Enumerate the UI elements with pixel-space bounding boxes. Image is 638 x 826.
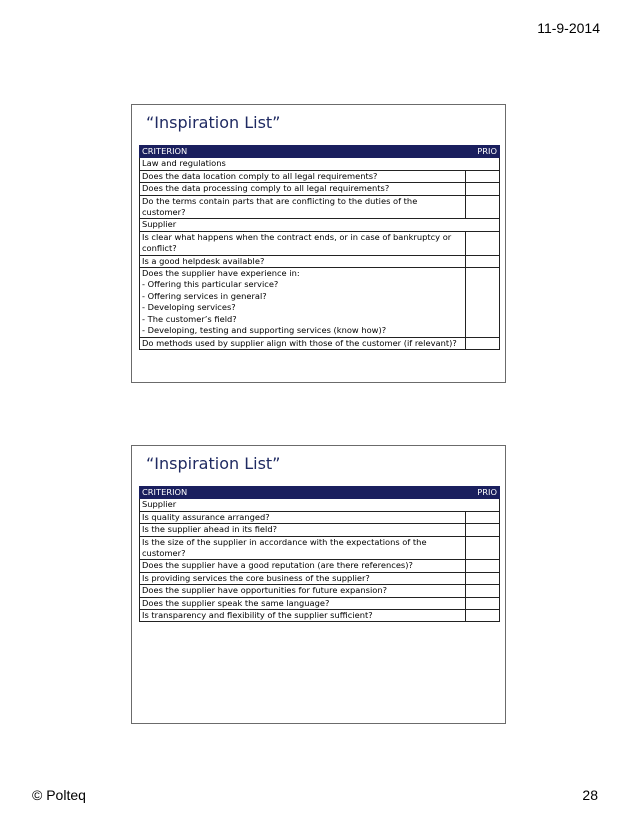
prio-cell (466, 585, 500, 597)
table-row (140, 183, 500, 195)
criterion-header: CRITERION (140, 487, 466, 499)
criterion-cell: Is clear what happens when the contract ends, or in case of bankruptcy or conflict? (140, 231, 466, 255)
table-row (140, 572, 500, 584)
criterion-cell (140, 268, 466, 337)
criteria-table (139, 145, 500, 350)
criterion-cell: Do the terms contain parts that are conflicting to the duties of the customer? (140, 195, 466, 219)
criterion-cell: Does the supplier have opportunities for future expansion? (140, 585, 466, 597)
criterion-cell: Does the data processing comply to all legal requirements? (140, 183, 466, 195)
prio-cell (466, 524, 500, 536)
prio-cell (466, 231, 500, 255)
table-row (140, 268, 500, 337)
experience-item: - Developing services? (142, 302, 236, 313)
page-date: 11-9-2014 (537, 20, 600, 36)
table-row (140, 231, 500, 255)
table-row (140, 195, 500, 219)
table-row (140, 597, 500, 609)
prio-cell (466, 511, 500, 523)
experience-item: - Developing, testing and supporting services (know how)? (142, 325, 387, 336)
criterion-cell: Is a good helpdesk available? (140, 255, 466, 267)
prio-cell (466, 255, 500, 267)
page-number: 28 (582, 787, 598, 803)
category-row (140, 499, 500, 511)
criteria-table (139, 486, 500, 622)
table-row (140, 337, 500, 349)
slide-1 (131, 104, 506, 383)
prio-cell (466, 183, 500, 195)
table-row (140, 524, 500, 536)
category-row (140, 219, 500, 231)
prio-header: PRIO (466, 487, 500, 499)
table-row (140, 511, 500, 523)
prio-header: PRIO (466, 146, 500, 158)
table-header-row (140, 146, 500, 158)
criterion-header: CRITERION (140, 146, 466, 158)
experience-item: - Offering services in general? (142, 290, 267, 301)
slide-2 (131, 445, 506, 724)
prio-cell (466, 597, 500, 609)
experience-item: - The customer’s field? (142, 313, 237, 324)
table-row (140, 610, 500, 622)
criterion-cell: Does the supplier have a good reputation (are there references)? (140, 560, 466, 572)
prio-cell (466, 560, 500, 572)
table-header-row (140, 487, 500, 499)
criterion-cell: Do methods used by supplier align with those of the customer (if relevant)? (140, 337, 466, 349)
criterion-cell: Is transparency and flexibility of the supplier sufficient? (140, 610, 466, 622)
criterion-cell: Does the data location comply to all legal requirements? (140, 170, 466, 182)
category-label: Supplier (140, 219, 500, 231)
table-row (140, 585, 500, 597)
table-row (140, 536, 500, 560)
prio-cell (466, 572, 500, 584)
category-row (140, 158, 500, 170)
table-row (140, 560, 500, 572)
prio-cell (466, 195, 500, 219)
slide-title: “Inspiration List” (146, 454, 281, 473)
criterion-cell: Is providing services the core business of the supplier? (140, 572, 466, 584)
experience-item: - Offering this particular service? (142, 279, 279, 290)
table-row (140, 255, 500, 267)
slide-title: “Inspiration List” (146, 113, 281, 132)
prio-cell (466, 610, 500, 622)
copyright: © Polteq (32, 787, 86, 803)
prio-cell (466, 268, 500, 337)
prio-cell (466, 170, 500, 182)
experience-heading: Does the supplier have experience in: (142, 268, 300, 279)
category-label: Law and regulations (140, 158, 500, 170)
prio-cell (466, 337, 500, 349)
prio-cell (466, 536, 500, 560)
criterion-cell: Is the size of the supplier in accordance with the expectations of the customer? (140, 536, 466, 560)
criterion-cell: Is the supplier ahead in its field? (140, 524, 466, 536)
category-label: Supplier (140, 499, 500, 511)
table-row (140, 170, 500, 182)
criterion-cell: Does the supplier speak the same language? (140, 597, 466, 609)
criterion-cell: Is quality assurance arranged? (140, 511, 466, 523)
